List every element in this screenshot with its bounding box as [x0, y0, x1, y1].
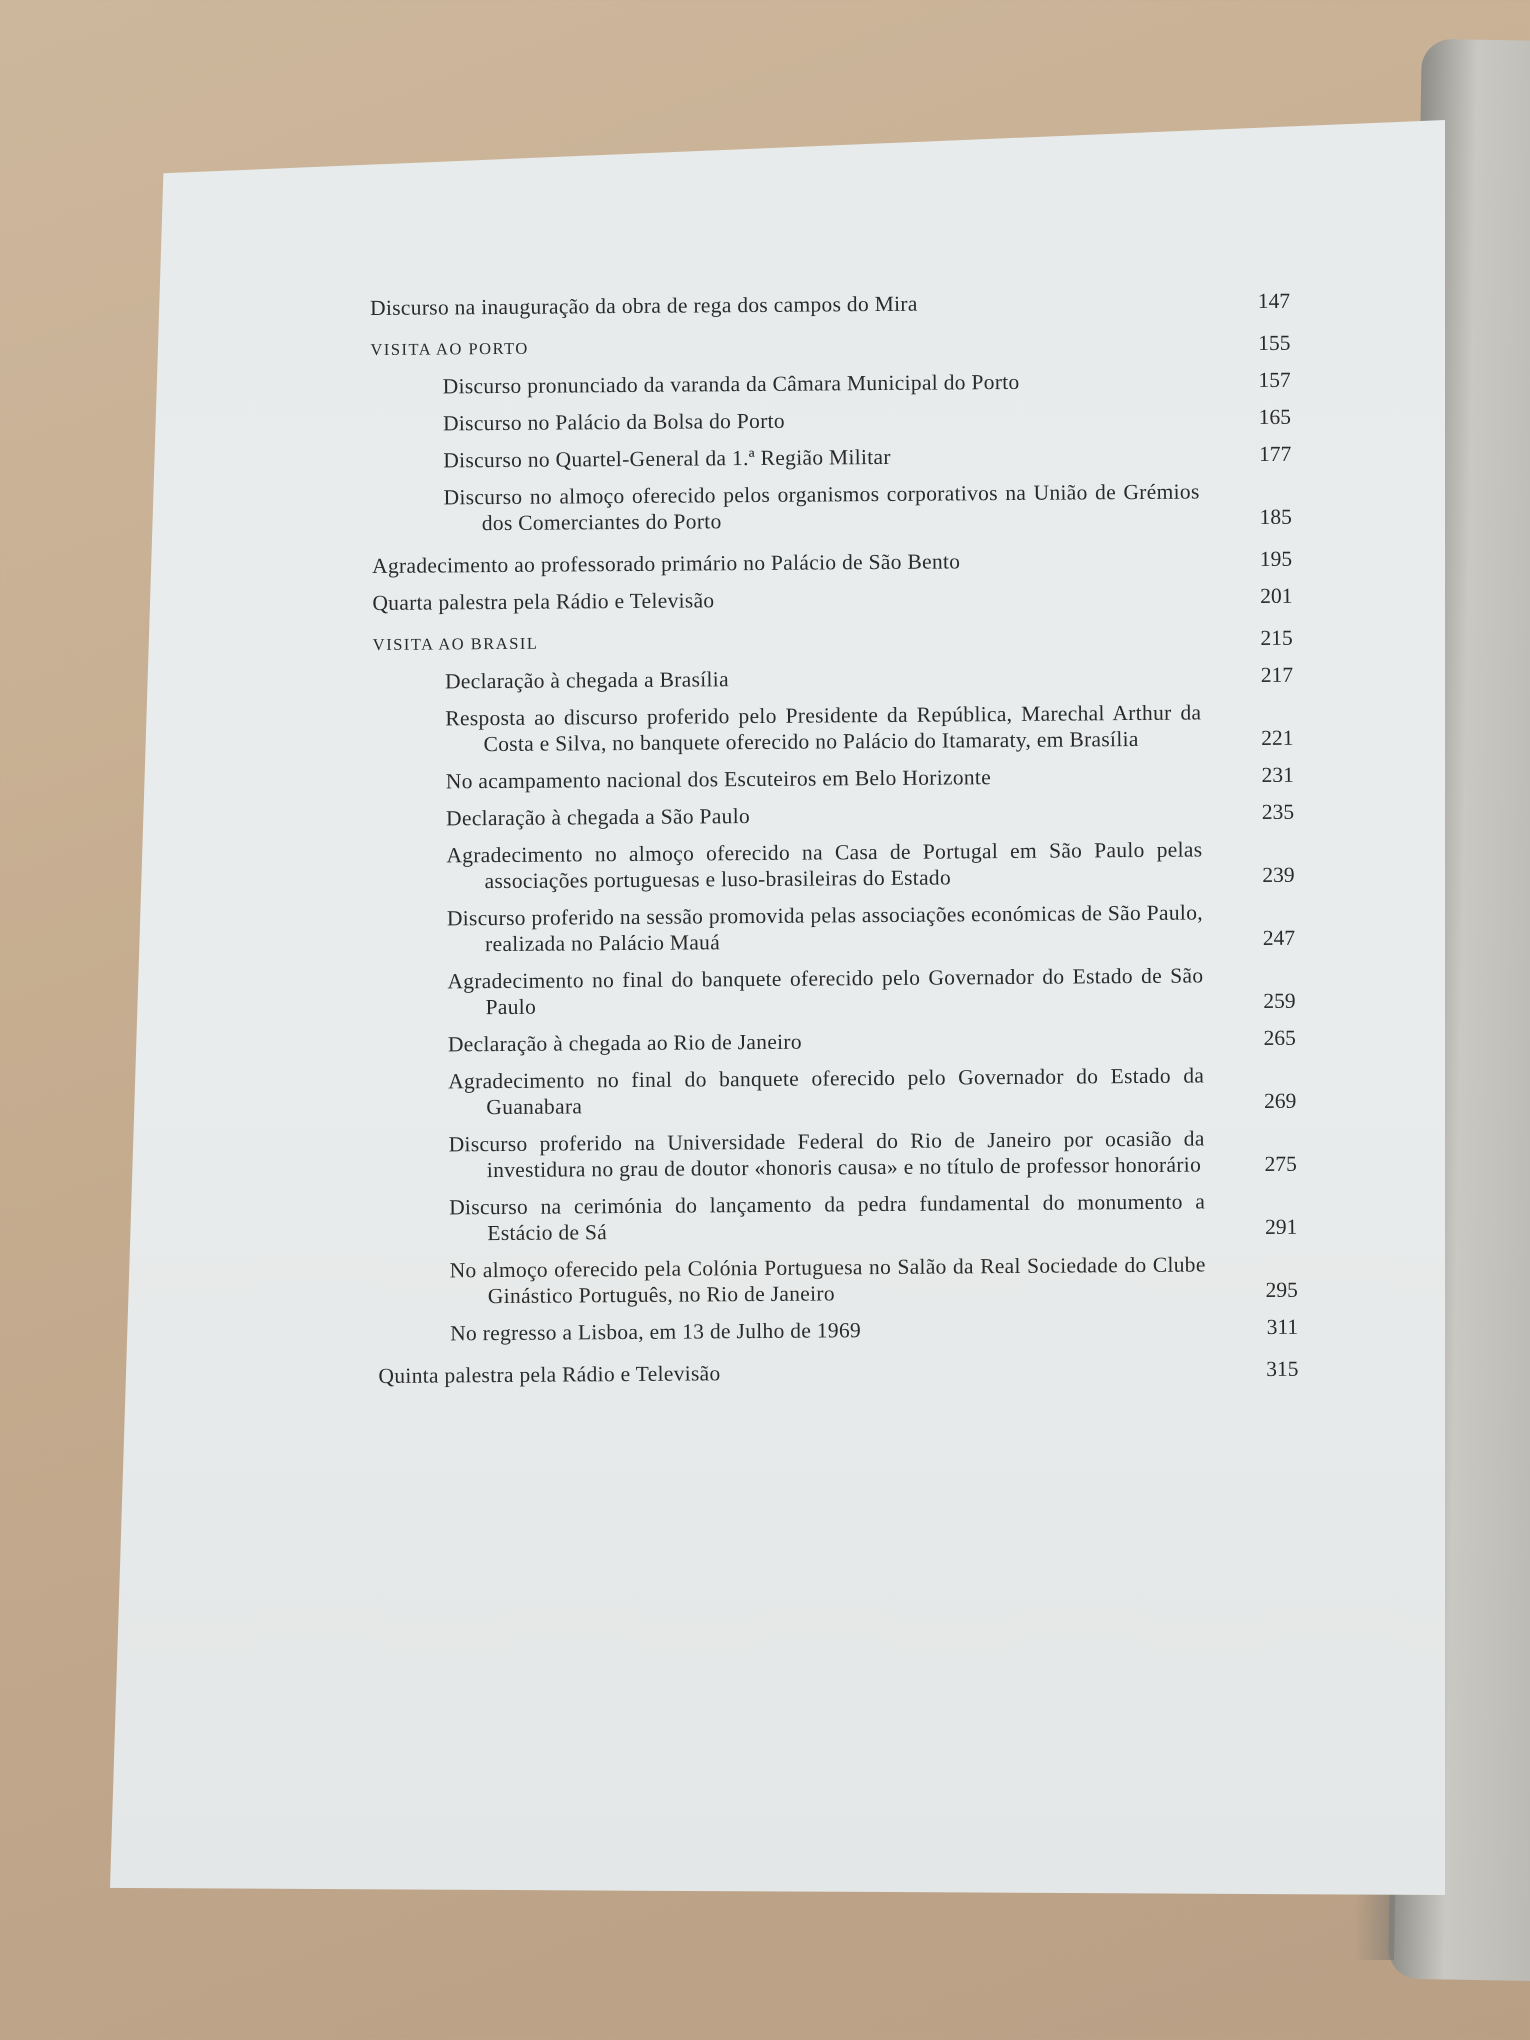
toc-entry-title: Discurso no almoço oferecido pelos organismos corporativos na União de Grémios dos Comerciantes do Porto — [443, 479, 1200, 536]
toc-page-number: 275 — [1264, 1151, 1297, 1177]
toc-page-number: 155 — [1258, 330, 1291, 356]
toc-entry — [450, 1314, 1298, 1347]
toc-page-number: 315 — [1266, 1356, 1299, 1381]
toc-entry-title: VISITA AO PORTO — [370, 338, 529, 359]
toc-entry — [378, 1356, 1298, 1389]
toc-entry-title: No acampamento nacional dos Escuteiros em Belo Horizonte — [445, 765, 992, 794]
toc-entry — [447, 962, 1295, 1021]
toc-page-number: 295 — [1265, 1277, 1298, 1302]
toc-entry-title: Quinta palestra pela Rádio e Televisão — [378, 1361, 721, 1388]
toc-entry-title: VISITA AO BRASIL — [372, 633, 539, 654]
toc-section-heading — [373, 625, 1293, 658]
toc-entry-title: Discurso pronunciado da varanda da Câmara Municipal do Porto — [442, 369, 1020, 399]
toc-entry-title: Declaração à chegada a Brasília — [444, 667, 729, 694]
toc-page-number: 265 — [1263, 1025, 1296, 1051]
toc-entry — [449, 1125, 1297, 1184]
toc-entry-title: No almoço oferecido pela Colónia Portuguesa no Salão da Real Sociedade do Clube Ginástico Português, no Rio de Janeiro — [449, 1252, 1206, 1309]
toc-page-number: 269 — [1264, 1088, 1297, 1114]
toc-entry — [443, 478, 1291, 537]
toc-entry — [448, 1062, 1296, 1121]
toc-page-number: 239 — [1262, 862, 1295, 888]
toc-entry-title: Agradecimento no almoço oferecido na Casa de Portugal em São Paulo pelas associações portuguesas e luso-brasileiras do Estado — [446, 837, 1203, 894]
toc-entry — [447, 899, 1295, 958]
toc-entry-title: Agradecimento no final do banquete oferecido pelo Governador do Estado da Guanabara — [448, 1063, 1205, 1120]
toc-entry — [443, 367, 1291, 400]
toc-page-number: 291 — [1265, 1214, 1298, 1239]
toc-entry — [446, 799, 1294, 832]
toc-entry-title: Discurso na cerimónia do lançamento da pedra fundamental do monumento a Estácio de Sá — [449, 1189, 1206, 1246]
toc-page-number: 235 — [1261, 799, 1295, 825]
toc-entry — [443, 404, 1291, 437]
toc-entry — [446, 762, 1294, 795]
toc-entry — [450, 1251, 1298, 1310]
toc-entry — [449, 1188, 1297, 1247]
toc-entry-title: Declaração à chegada a São Paulo — [446, 804, 751, 831]
toc-page-number: 247 — [1262, 925, 1296, 951]
toc-entry — [372, 583, 1292, 616]
toc-entry — [446, 836, 1294, 895]
toc-entry-title: Agradecimento no final do banquete oferecido pelo Governador do Estado de São Paulo — [447, 963, 1204, 1020]
toc-entry-title: Discurso proferido na Universidade Federal do Rio de Janeiro por ocasião da investidura no grau de doutor «honoris causa» e no título de professor honorário — [448, 1126, 1205, 1183]
toc-page-number: 195 — [1259, 546, 1293, 572]
toc-entry-title: Discurso no Palácio da Bolsa do Porto — [442, 408, 786, 436]
toc-page-number: 201 — [1260, 583, 1293, 609]
toc-page-number: 157 — [1258, 367, 1291, 393]
toc-section-heading — [370, 330, 1290, 363]
toc-entry-title: Discurso no Quartel-General da 1.ª Região Militar — [443, 444, 891, 473]
toc-page-number: 147 — [1257, 288, 1291, 314]
toc-entry-title: No regresso a Lisboa, em 13 de Julho de 1969 — [450, 1318, 862, 1346]
toc-entry — [372, 546, 1292, 579]
toc-entry-title: Resposta ao discurso proferido pelo Presidente da República, Marechal Arthur da Costa e Silva, no banquete oferecido no Palácio do Itamaraty, em Brasília — [445, 700, 1202, 757]
toc-page-number: 311 — [1266, 1314, 1299, 1339]
table-of-contents — [370, 288, 1299, 1400]
toc-entry-title: Discurso na inauguração da obra de rega dos campos do Mira — [370, 291, 918, 320]
toc-page-number: 221 — [1261, 725, 1294, 751]
toc-entry — [443, 441, 1291, 474]
toc-entry-title: Discurso proferido na sessão promovida pelas associações económicas de São Paulo, realizada no Palácio Mauá — [446, 900, 1203, 957]
toc-page-number: 259 — [1263, 988, 1296, 1014]
toc-page-number: 217 — [1260, 662, 1294, 688]
toc-entry — [448, 1025, 1296, 1058]
toc-page-number: 185 — [1259, 504, 1292, 530]
toc-entry — [445, 662, 1293, 695]
toc-page-number: 215 — [1260, 625, 1293, 651]
toc-entry-title: Agradecimento ao professorado primário no Palácio de São Bento — [372, 549, 961, 578]
toc-page-number: 177 — [1258, 441, 1292, 467]
toc-entry-title: Quarta palestra pela Rádio e Televisão — [372, 588, 715, 615]
toc-entry — [445, 699, 1293, 758]
toc-entry-title: Declaração à chegada ao Rio de Janeiro — [447, 1029, 802, 1057]
toc-page-number: 165 — [1258, 404, 1292, 430]
toc-page-number: 231 — [1261, 762, 1294, 788]
